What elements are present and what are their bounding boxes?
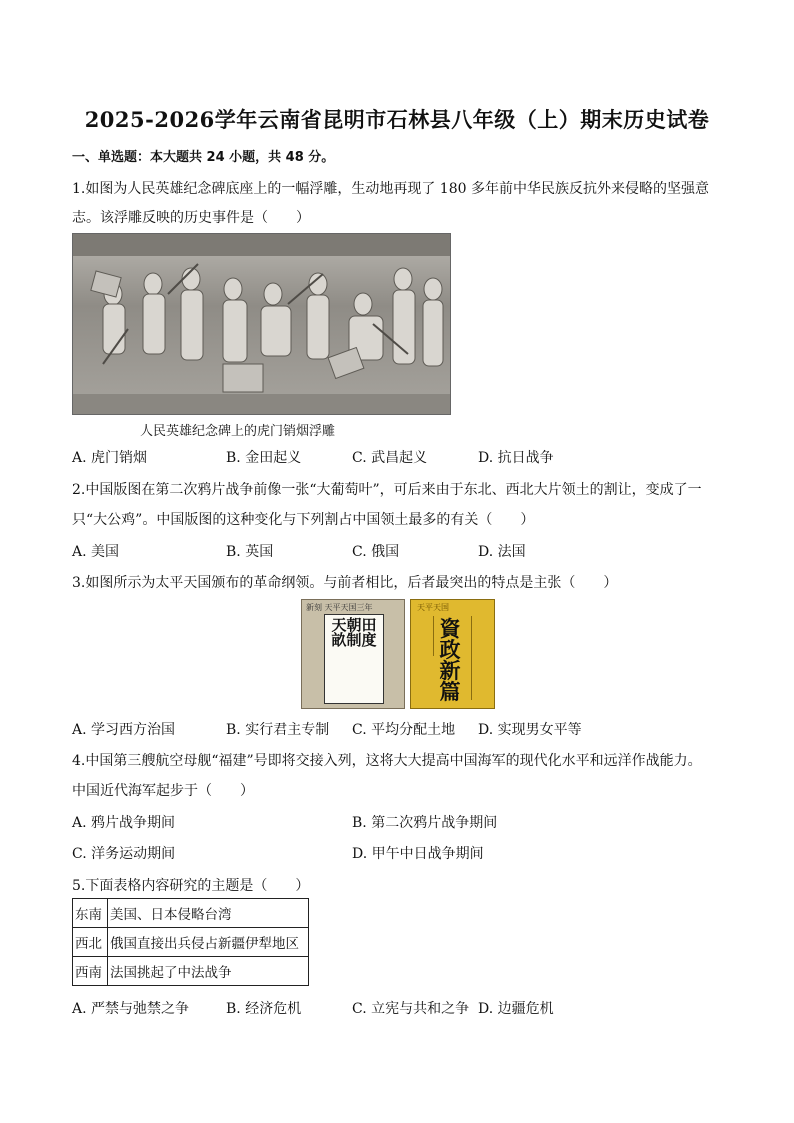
table-cell-event: 俄国直接出兵侵占新疆伊犁地区 xyxy=(108,928,309,957)
table-row xyxy=(73,899,309,928)
section-heading: 一、单选题：本大题共 24 小题，共 48 分。 xyxy=(72,150,335,165)
q3-option-c[interactable]: C. 平均分配土地 xyxy=(352,722,456,738)
q2-option-d[interactable]: D. 法国 xyxy=(478,544,526,560)
question-1-text-line2: 志。该浮雕反映的历史事件是（ ） xyxy=(72,210,310,226)
relief-sculpture-image xyxy=(72,233,451,415)
question-4-text-line1: 4.中国第三艘航空母舰“福建”号即将交接入列，这将大大提高中国海军的现代化水平和远洋作战能力。 xyxy=(72,753,702,769)
question-5-text-line1: 5.下面表格内容研究的主题是（ ） xyxy=(72,878,310,894)
table-cell-region: 西南 xyxy=(73,957,108,986)
q4-option-a[interactable]: A. 鸦片战争期间 xyxy=(72,815,176,831)
region-table xyxy=(72,898,309,986)
question-1-text-line1: 1.如图为人民英雄纪念碑底座上的一幅浮雕，生动地再现了 180 多年前中华民族反抗外来侵略的坚强意 xyxy=(72,181,709,197)
q1-option-a[interactable]: A. 虎门销烟 xyxy=(72,450,148,466)
q1-option-b[interactable]: B. 金田起义 xyxy=(226,450,302,466)
image-caption: 人民英雄纪念碑上的虎门销烟浮雕 xyxy=(140,424,336,439)
book2-header: 天平天国 xyxy=(417,603,449,612)
table-cell-event: 美国、日本侵略台湾 xyxy=(108,899,309,928)
book1-title: 天朝田畝制度 xyxy=(331,616,377,649)
q3-option-a[interactable]: A. 学习西方治国 xyxy=(72,722,176,738)
table-row xyxy=(73,928,309,957)
q5-option-a[interactable]: A. 严禁与弛禁之争 xyxy=(72,1001,190,1017)
table-cell-region: 东南 xyxy=(73,899,108,928)
q3-option-b[interactable]: B. 实行君主专制 xyxy=(226,722,330,738)
page-title: 2025-2026学年云南省昆明市石林县八年级（上）期末历史试卷 xyxy=(84,107,710,132)
table-cell-event: 法国挑起了中法战争 xyxy=(108,957,309,986)
q4-option-b[interactable]: B. 第二次鸦片战争期间 xyxy=(352,815,498,831)
table-row xyxy=(73,957,309,986)
book1-header: 新刻 天平天国三年 xyxy=(306,603,373,612)
question-2-text-line2: 只“大公鸡”。中国版图的这种变化与下列割占中国领土最多的有关（ ） xyxy=(72,512,535,528)
question-3-text-line1: 3.如图所示为太平天国颁布的革命纲领。与前者相比，后者最突出的特点是主张（ ） xyxy=(72,575,618,591)
q4-option-c[interactable]: C. 洋务运动期间 xyxy=(72,846,176,862)
book-cover-zizheng-image xyxy=(410,599,495,709)
q5-option-b[interactable]: B. 经济危机 xyxy=(226,1001,302,1017)
q2-option-a[interactable]: A. 美国 xyxy=(72,544,120,560)
q2-option-b[interactable]: B. 英国 xyxy=(226,544,274,560)
q1-option-d[interactable]: D. 抗日战争 xyxy=(478,450,554,466)
question-4-text-line2: 中国近代海军起步于（ ） xyxy=(72,783,254,799)
book2-title: 資政新篇 xyxy=(439,616,461,704)
q3-option-d[interactable]: D. 实现男女平等 xyxy=(478,722,582,738)
q5-option-d[interactable]: D. 边疆危机 xyxy=(478,1001,554,1017)
q4-option-d[interactable]: D. 甲午中日战争期间 xyxy=(352,846,484,862)
book-cover-tianchao-image xyxy=(301,599,405,709)
table-cell-region: 西北 xyxy=(73,928,108,957)
q5-option-c[interactable]: C. 立宪与共和之争 xyxy=(352,1001,470,1017)
q2-option-c[interactable]: C. 俄国 xyxy=(352,544,400,560)
q1-option-c[interactable]: C. 武昌起义 xyxy=(352,450,428,466)
question-2-text-line1: 2.中国版图在第二次鸦片战争前像一张“大葡萄叶”，可后来由于东北、西北大片领土的割让，变成了一 xyxy=(72,482,702,498)
